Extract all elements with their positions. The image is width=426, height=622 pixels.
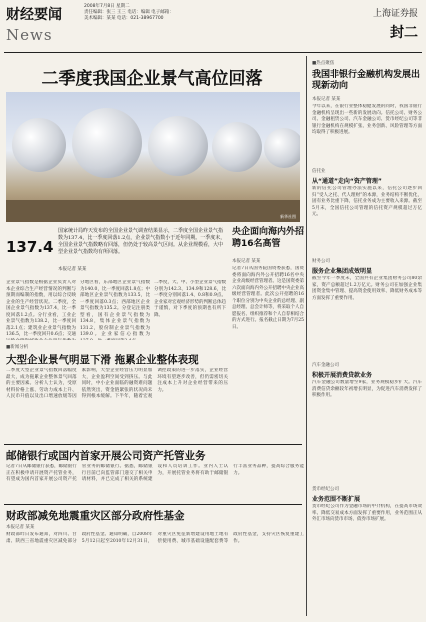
body-column-right: 二季度，大、中、小型企业景气指数分别为142.3、134.9和128.6，比一季度分别回落1.4、0.8和0.9点。企业家对宏观经济形势的判断总体趋于谨慎，对下季度的预期也有所下降。 [154, 280, 226, 318]
section-name: 财经要闻 [6, 7, 62, 23]
masthead-rule [4, 52, 422, 53]
photo-caption: 新华社图 [280, 214, 296, 219]
right-sub3-label: 汽车金融公司 [312, 363, 339, 368]
right-sub4-label: 货币经纪公司 [312, 487, 339, 492]
column-divider [306, 56, 307, 616]
meta-line: 责任编辑：张三 王三 电话：编辑 电子邮箱： [84, 10, 174, 15]
side-headline: 央企面向海内外招聘16名高管 [232, 227, 305, 249]
story3-body: 记者7日从邮储银行获悉，邮储银行正在积极申请开展资产托管业务，有望成为国内首家开展公司资产托管业务的邮储银行。据悉，邮储银行目前已向监管部门递交了相关申请材料，并已完成了相关的系统建设和人员培训工作。业内人士认为，开展托管业务将有助于邮储银行丰富业务品种，提高综合服务能力。 [6, 464, 304, 482]
right-sub1-label: 信托业 [312, 169, 326, 174]
right-body-4: 汽车金融公司数量增至9家，业务规模稳步扩大。汽车消费信贷余额较年初增长明显，为促进汽车消费发挥了积极作用。 [312, 380, 422, 398]
right-sub2-label: 财务公司 [312, 259, 330, 264]
lead-paragraph: 国家统计局昨天发布的全国企业景气调查结果显示，二季度全国企业景气指数为137.4，比一季度回落1.2点，企业景气指数小于近年同期。一季度末，全国企业景气指数略有回落，但仍处于较高景气区间。从企业规模看，大中型企业景气指数均有所回落。 [58, 228, 226, 255]
side-body: 记者7日从国务院国资委获悉，国资委将面向海内外公开招聘16名中央企业高级经营管理者。这是国资委第六次面向海内外公开招聘中央企业高级经营管理者。此次公开招聘的16个职位分别为中央企业的总经理、副总经理、总会计师等，将采取个人自愿报名、组织推荐和个人自荐相结合的方式进行。报名截止日期为7月25日。 [232, 266, 304, 330]
tank-shape [148, 116, 208, 176]
story2-headline: 大型企业景气明显下滑 拖累企业整体表现 [6, 354, 199, 366]
masthead [0, 0, 426, 56]
right-body-2: 新的信托公司管理办法实施以来，信托公司逐步回归“受人之托、代人理财”的本源，业务结构不断优化，固有业务比重下降，信托业务成为主要收入来源。截至5月末，全国信托公司管理的信托资产规模超过万亿元。 [312, 186, 422, 217]
right-headline: 我国非银行金融机构发展出现新动向 [312, 70, 421, 91]
section-rule [4, 444, 302, 445]
page-code: 封二 [390, 25, 418, 41]
story4-byline: 本报记者 某某 [6, 525, 35, 530]
storage-tanks-photo [6, 92, 300, 222]
right-body-5: 货币经纪公司作为金融市场的中介机构，在提高市场效率、降低交易成本方面发挥了重要作用，业务范围正从外汇市场向货币市场、债券市场扩展。 [312, 504, 422, 522]
tank-shape [212, 122, 262, 172]
masthead-title-block [6, 4, 62, 44]
right-sub1-head: 从“通道”走向“资产管理” [312, 178, 382, 185]
lead-byline: 本报记者 某某 [58, 267, 87, 272]
right-body-3: 截至今年一季度末，全国共有企业集团财务公司80余家，资产总额超过1.2万亿元。财务公司在加强企业集团资金集中管理、提高资金使用效率、降低财务成本等方面发挥了重要作用。 [312, 276, 422, 301]
right-sub2-head: 服务企业集团成效明显 [312, 268, 373, 275]
story2-body: 二季度大型企业景气指数回落幅度最大，成为拖累企业整体景气回落的主要因素。分析人士认为，受原材料价格上涨、劳动力成本上升、人民币升值以及出口增速放缓等因素影响，大型企业经营压力明显加大，企业盈利空间受到挤压。与此同时，中小企业面临的融资难问题依然突出，资金链紧张的状况尚未得到根本缓解。下半年，随着宏观调控政策的进一步落实，企业经营环境有望逐步改善，但仍需密切关注成本上升对企业经营带来的压力。 [6, 368, 228, 399]
newspaper-brand: 上海证券报 [372, 9, 418, 19]
story2-label: ■新闻分析 [6, 345, 29, 350]
meta-line: 美术编辑：某某 电话：021-38967700 [84, 16, 164, 21]
tank-shape [12, 118, 66, 172]
story3-headline: 邮储银行或国内首家开展公司资产托管业务 [6, 450, 206, 462]
masthead-meta [84, 4, 314, 22]
right-label: ■热点聚焦 [312, 61, 335, 66]
body-column-middle: 分地区看，东部地区企业景气指数为140.0，比一季度回落1.8点；中部地区企业景气指数为133.5，比一季度回落0.3点；西部地区企业景气指数为135.2。分登记注册类型看，国有企业景气指数为134.8，集体企业景气指数为131.2，股份制企业景气指数为139.0。企业家信心指数为 [80, 280, 150, 337]
section-english: News [6, 26, 53, 44]
right-body-1: 今年以来，在银行业整体稳健发展的同时，我国非银行金融机构呈现出一些新的发展动向。信托公司、财务公司、金融租赁公司、汽车金融公司、货币经纪公司等非银行金融机构在规模扩张、业务创新、风险管理等方面均取得了积极进展。 [312, 104, 422, 135]
story4-headline: 财政部减免地震重灾区部分政府性基金 [6, 510, 185, 522]
main-headline: 二季度我国企业景气高位回落 [41, 69, 263, 89]
tank-shape [72, 108, 142, 178]
tank-shape [264, 128, 300, 168]
side-byline: 本报记者 某某 [232, 259, 261, 264]
photo-ground [6, 200, 300, 222]
right-sub3-head: 积极开展消费贷款业务 [312, 372, 373, 379]
index-figure: 137.4 [6, 238, 54, 256]
right-sub4-head: 业务范围不断扩展 [312, 496, 361, 503]
body-column-left: 企业景气指数是根据企业负责人对本企业综合生产经营情况的判断与预期而编制的指数，用以综合反映企业的生产经营状况。二季度，全国企业景气指数为137.4，比一季度回落1.2点。分行业看，工业企业景气指数为138.2，比一季度回落2.1点；建筑业企业景气指数为136.5，比一季度回升0.6点；交通 [6, 280, 76, 337]
meta-line: 2008年7月8日 星期二 [84, 4, 130, 9]
story4-body: 财政部昨日发布通知，对四川、甘肃、陕西三省地震重灾区减免部分政府性基金。通知明确，自2008年5月12日起至2010年12月31日，对重灾区免征新增建设用地土地有偿使用费、城市基础设施配套费等政府性基金，支持灾区恢复重建工作。 [6, 532, 304, 544]
section-rule [4, 504, 302, 505]
right-byline: 本报记者 某某 [312, 97, 341, 102]
